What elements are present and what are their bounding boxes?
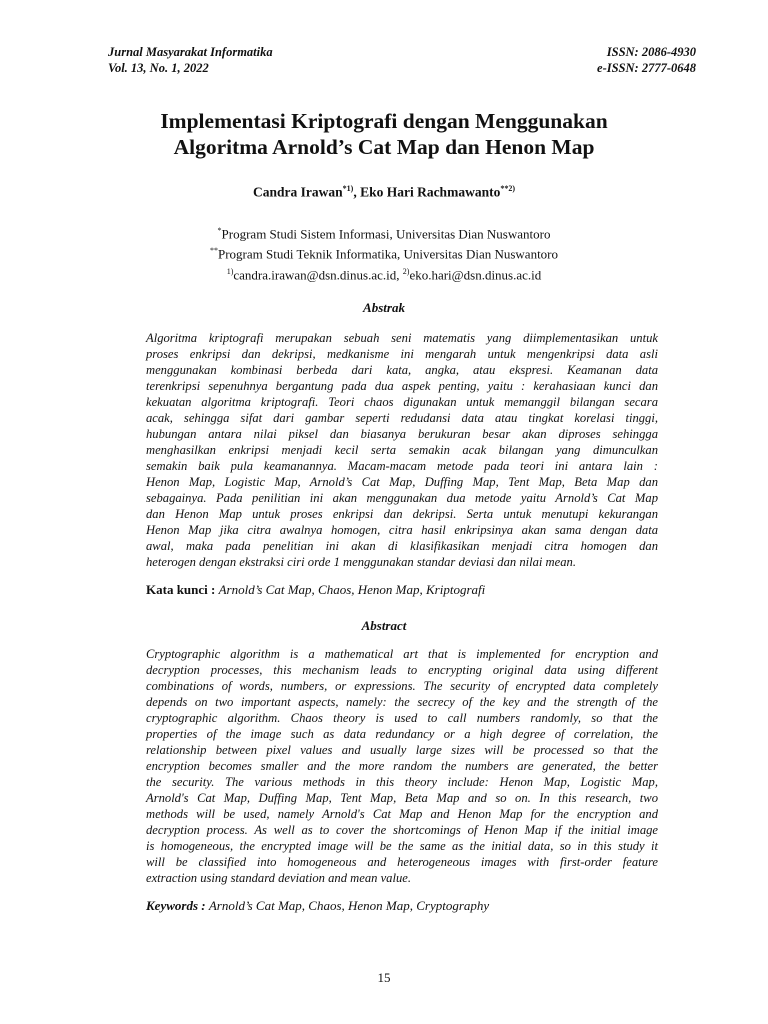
abstract-line: properties of the image such as data redundancy or a high degree of correlation, the xyxy=(146,727,658,741)
title-line-1: Implementasi Kriptografi dengan Menggunakan xyxy=(160,109,608,133)
abstrak-body xyxy=(146,330,658,570)
affiliation-1-text: Program Studi Sistem Informasi, Universitas Dian Nuswantoro xyxy=(221,226,551,242)
author-1-mark: *1) xyxy=(342,184,354,193)
abstrak-line: menggunakan kombinasi berbeda dari kata, angka, atau ekspresi. Keamanan data xyxy=(146,363,658,377)
author-list xyxy=(60,184,708,201)
author-emails xyxy=(60,263,708,283)
title-line-2: Algoritma Arnold’s Cat Map dan Henon Map xyxy=(173,135,595,159)
kata-kunci-label: Kata kunci : xyxy=(146,582,219,597)
abstrak-line: proses enkripsi dan dekripsi, medkanisme ini mengarah untuk mengenkripsi data asli xyxy=(146,347,658,361)
abstract-line: the security. The various methods in this theory include: Henon Map, Logistic Map, xyxy=(146,775,658,789)
abstract-line: cryptographic algorithm. Chaos theory is used to call numbers randomly, so that the xyxy=(146,711,658,725)
page-header xyxy=(108,44,696,76)
author-2-mark: **2) xyxy=(500,184,515,193)
issn: ISSN: 2086-4930 xyxy=(606,45,696,59)
kata-kunci-value: Arnold’s Cat Map, Chaos, Henon Map, Kriptografi xyxy=(218,582,486,597)
abstract-line: extraction using standard deviation and mean value. xyxy=(146,871,412,885)
affiliation-2-text: Program Studi Teknik Informatika, Universitas Dian Nuswantoro xyxy=(217,246,559,262)
abstrak-line: heterogen dengan ekstraksi ciri orde 1 menggunakan standar deviasi dan nilai mean. xyxy=(146,555,576,569)
abstrak-line: Algoritma kriptografi merupakan sebuah seni matematis yang diimplementasikan untuk xyxy=(146,331,658,345)
author-separator: , xyxy=(353,184,361,200)
abstract-line: methods will be used, namely Arnold's Cat Map and Henon Map for the encryption and xyxy=(146,807,658,821)
abstrak-line: acak, sehingga sifat dari gambar seperti redudansi data atau tingkat korelasi tinggi, xyxy=(146,411,658,425)
affiliation-1-mark: * xyxy=(217,226,222,235)
kata-kunci xyxy=(146,582,706,598)
keywords-label: Keywords : xyxy=(146,898,209,913)
abstrak-line: menghasilkan enkripsi menjadi kecil serta semakin acak bilangan yang dimunculkan xyxy=(146,443,658,457)
affiliation-1 xyxy=(60,222,708,242)
abstrak-line: awal, maka pada penelitian ini akan di klasifikasikan menjadi citra homogen dan xyxy=(146,539,658,553)
keywords xyxy=(146,898,706,914)
page-number: 15 xyxy=(377,970,391,985)
email-1: candra.irawan@dsn.dinus.ac.id, xyxy=(233,266,403,282)
author-1: Candra Irawan xyxy=(253,184,343,200)
email-2: eko.hari@dsn.dinus.ac.id xyxy=(409,266,542,282)
abstrak-line: dan Henon Map untuk proses enkripsi dan dekripsi. Serta untuk menutupi kekurangan xyxy=(146,507,658,521)
abstract-line: decryption processes, this mechanism leads to encrypting original data using different xyxy=(146,663,658,677)
journal-volume: Vol. 13, No. 1, 2022 xyxy=(108,61,209,75)
abstract-line: depends on two important aspects, namely: the secrecy of the key and the strength of the xyxy=(146,695,658,709)
abstract-line: Cryptographic algorithm is a mathematical art that is implemented for encryption and xyxy=(146,647,658,661)
paper-title xyxy=(60,108,708,160)
abstract-line: Arnold's Cat Map, Duffing Map, Tent Map, Beta Map and so on. In this research, two xyxy=(146,791,658,805)
affiliations xyxy=(60,222,708,283)
keywords-value: Arnold’s Cat Map, Chaos, Henon Map, Cryptography xyxy=(208,898,490,913)
email-2-mark: 2) xyxy=(402,266,410,276)
journal-name: Jurnal Masyarakat Informatika xyxy=(108,45,273,59)
author-2: Eko Hari Rachmawanto xyxy=(360,184,501,200)
abstrak-line: semakin baik pula keamanannya. Macam-macam metode pada teori ini antara lain : xyxy=(146,459,658,473)
affiliation-2 xyxy=(60,242,708,262)
abstrak-line: terenkripsi sepenuhnya bergantung pada dua aspek penting, yaitu : kerahasiaan kunci dan xyxy=(146,379,658,393)
eissn: e-ISSN: 2777-0648 xyxy=(597,61,696,75)
abstract-body xyxy=(146,646,658,886)
affiliation-2-mark: ** xyxy=(209,246,218,256)
abstrak-heading: Abstrak xyxy=(363,300,405,315)
abstrak-line: kekuatan algoritma kriptografi. Teori chaos digunakan untuk memanggil bilangan secara xyxy=(146,395,658,409)
abstrak-line: hubungan antara nilai piksel dan biasanya berukuran besar akan diproses sehingga xyxy=(146,427,658,441)
abstract-line: will be classified into homogeneous and heterogeneous images with first-order feature xyxy=(146,855,658,869)
email-1-mark: 1) xyxy=(226,266,234,276)
abstract-heading: Abstract xyxy=(361,618,407,633)
abstract-line: decryption process. As well as to cover the shortcomings of Henon Map if the initial image xyxy=(146,823,658,837)
abstract-line: is homogeneous, the encrypted image will be the same as the initial data, so in this study it xyxy=(146,839,658,853)
abstrak-line: sebagainya. Pada penilitian ini akan menggunakan dua metode yaitu Arnold’s Cat Map xyxy=(146,491,658,505)
abstract-line: relationship between pixel values and usually large sizes will be processed so that the xyxy=(146,743,658,757)
abstrak-line: Henon Map jika citra awalnya homogen, citra hasil enkripsinya akan sama dengan data xyxy=(146,523,658,537)
abstrak-line: Henon Map, Logistic Map, Arnold’s Cat Map, Duffing Map, Tent Map, Beta Map dan xyxy=(146,475,658,489)
abstract-line: combinations of words, numbers, or expressions. The security of encrypted data completely xyxy=(146,679,658,693)
abstract-line: encryption becomes smaller and the more random the numbers are generated, the better xyxy=(146,759,658,773)
